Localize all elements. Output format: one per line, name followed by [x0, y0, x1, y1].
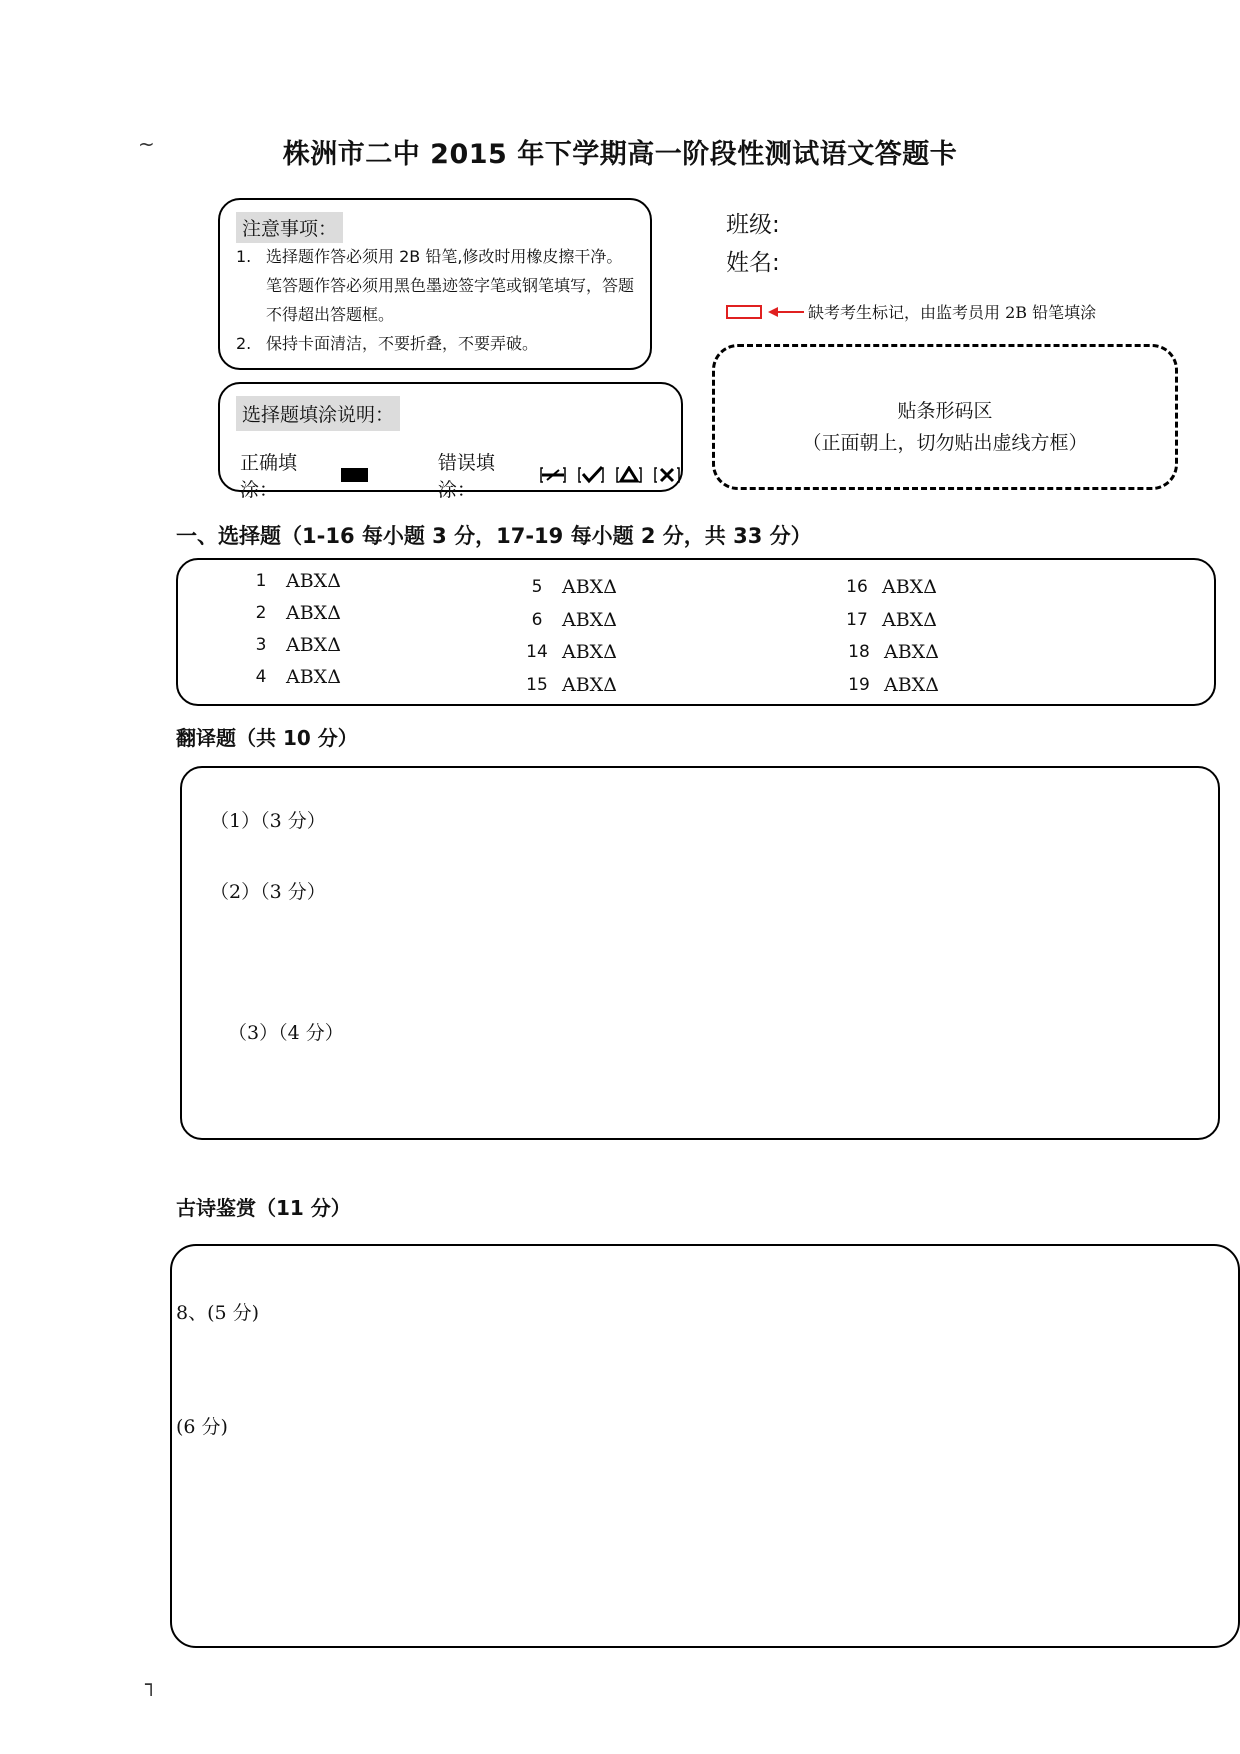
notice-item-number: 1. — [236, 247, 252, 266]
question-row[interactable] — [236, 634, 341, 656]
question-options[interactable]: ABXΔ — [884, 674, 939, 696]
triangle-mark-icon — [615, 466, 643, 484]
notice-item — [236, 242, 636, 329]
barcode-area — [712, 344, 1178, 490]
question-number: 14 — [526, 642, 548, 662]
question-number: 4 — [255, 667, 267, 687]
question-number: 1 — [255, 571, 267, 591]
fill-instructions-heading: 选择题填涂说明： — [236, 396, 400, 431]
notice-item-number: 2. — [236, 334, 252, 353]
cross-mark-icon — [653, 466, 681, 484]
translation-item-1: （1）（3 分） — [210, 810, 326, 832]
question-number: 5 — [531, 577, 543, 597]
fill-example-row — [240, 448, 681, 502]
question-row[interactable] — [834, 641, 939, 663]
translation-item-2: （2）（3 分） — [210, 881, 326, 903]
question-row[interactable] — [512, 609, 617, 631]
choice-answer-box — [176, 558, 1216, 706]
question-number: 15 — [526, 675, 548, 695]
poetry-item-2: (6 分) — [176, 1416, 228, 1438]
question-number: 16 — [846, 577, 868, 597]
question-options[interactable]: ABXΔ — [562, 674, 617, 696]
question-options[interactable]: ABXΔ — [286, 666, 341, 688]
question-options[interactable]: ABXΔ — [562, 641, 617, 663]
page-title: 株洲市二中 2015 年下学期高一阶段性测试语文答题卡 — [282, 139, 958, 170]
corner-mark-top: ~ — [138, 132, 155, 156]
notice-item-text: 选择题作答必须用 2B 铅笔,修改时用橡皮擦干净。笔答题作答必须用黑色墨迹签字笔或钢笔填写，答题不得超出答题框。 — [266, 247, 635, 324]
question-number: 3 — [255, 635, 267, 655]
notice-box — [218, 198, 652, 370]
fill-instructions-box — [218, 382, 683, 501]
name-label: 姓名: — [726, 250, 780, 276]
question-row[interactable] — [512, 576, 617, 598]
question-options[interactable]: ABXΔ — [882, 609, 937, 631]
question-options[interactable]: ABXΔ — [286, 602, 341, 624]
question-row[interactable] — [834, 674, 939, 696]
notice-item — [236, 329, 636, 358]
question-options[interactable]: ABXΔ — [286, 634, 341, 656]
question-options[interactable]: ABXΔ — [562, 609, 617, 631]
question-number: 6 — [531, 610, 543, 630]
arrow-left-icon — [766, 305, 806, 319]
question-number: 18 — [848, 642, 870, 662]
notice-list — [236, 242, 636, 358]
notice-item-text: 保持卡面清洁，不要折叠，不要弄破。 — [266, 334, 539, 353]
question-number: 17 — [846, 610, 868, 630]
wrong-fill-label: 错误填涂： — [437, 452, 495, 501]
question-options[interactable]: ABXΔ — [882, 576, 937, 598]
question-row[interactable] — [512, 641, 617, 663]
absent-mark-box[interactable] — [726, 305, 762, 319]
section-poetry-title: 古诗鉴赏（11 分） — [176, 1196, 351, 1220]
question-number: 2 — [255, 603, 267, 623]
correct-fill-label: 正确填涂： — [240, 452, 298, 501]
section-choice-title: 一、选择题（1-16 每小题 3 分，17-19 每小题 2 分，共 33 分） — [176, 524, 812, 548]
class-label: 班级: — [726, 212, 780, 238]
poetry-item-1: 8、(5 分) — [176, 1302, 260, 1324]
poetry-answer-box[interactable] — [170, 1244, 1240, 1648]
question-options[interactable]: ABXΔ — [286, 570, 341, 592]
check-mark-icon — [577, 466, 605, 484]
barcode-title: 贴条形码区 — [897, 400, 993, 422]
question-row[interactable] — [236, 570, 341, 592]
question-row[interactable] — [236, 602, 341, 624]
translation-answer-box[interactable] — [180, 766, 1220, 1140]
absent-marker-row — [726, 300, 1096, 323]
question-row[interactable] — [236, 666, 341, 688]
question-number: 19 — [848, 675, 870, 695]
correct-fill-mark — [341, 468, 368, 482]
section-translation-title: 翻译题（共 10 分） — [176, 726, 358, 750]
strike-mark-icon — [539, 466, 567, 484]
question-row[interactable] — [832, 576, 937, 598]
question-row[interactable] — [832, 609, 937, 631]
question-options[interactable]: ABXΔ — [562, 576, 617, 598]
absent-instruction: 缺考考生标记，由监考员用 2B 铅笔填涂 — [808, 303, 1097, 322]
barcode-note: （正面朝上，切勿贴出虚线方框） — [802, 432, 1088, 454]
wrong-fill-marks — [539, 466, 681, 484]
question-row[interactable] — [512, 674, 617, 696]
corner-mark-bottom: ┐ — [145, 1672, 158, 1696]
notice-heading: 注意事项： — [236, 212, 343, 243]
question-options[interactable]: ABXΔ — [884, 641, 939, 663]
translation-item-3: （3）（4 分） — [228, 1022, 344, 1044]
